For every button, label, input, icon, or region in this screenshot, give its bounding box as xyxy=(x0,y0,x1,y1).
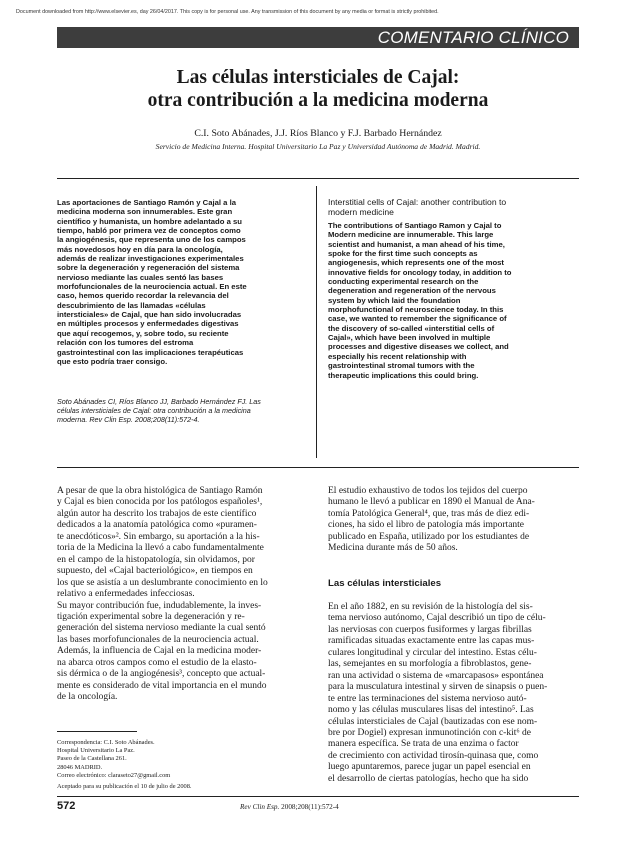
body-line: tema nervioso autónomo, Cajal describió un tipo de célu- xyxy=(328,613,546,624)
citation-line: Soto Abánades CI, Ríos Blanco JJ, Barbado Hernández FJ. Las xyxy=(57,397,261,406)
body-line: células intersticiales de Cajal (bautizadas con ese nom- xyxy=(328,716,538,727)
abstract-line: especially his recent relationship with xyxy=(328,351,467,361)
body-line: los que se asistía a un deslumbrante conocimiento en lo xyxy=(57,577,268,588)
abstract-line: sobre la degeneración y regeneración del sistema xyxy=(57,263,240,273)
body-line: manera específica. Se trata de una enzima o factor xyxy=(328,739,519,750)
abstract-divider xyxy=(316,186,317,458)
body-line: te anecdóticos»². Sin embargo, su aportación a la his- xyxy=(57,531,260,542)
affiliation: Servicio de Medicina Interna. Hospital Universitario La Paz y Universidad Autónoma de Madrid. Madrid. xyxy=(155,142,481,151)
abstract-line: degeneration and regeneration of the nervous xyxy=(328,286,496,296)
body-line: Además, la influencia de Cajal en la medicina moder- xyxy=(57,646,262,657)
body-line: A pesar de que la obra histológica de Santiago Ramón xyxy=(57,486,263,496)
body-line: nomo y las células musculares lisas del intestino⁵. Las xyxy=(328,705,534,716)
body-line: de la oncología. xyxy=(57,692,118,703)
body-line: ciones, ha sido el libro de patología más importante xyxy=(328,520,525,531)
body-line: Su mayor contribución fue, indudablemente, la inves- xyxy=(57,600,262,611)
divider-top xyxy=(57,178,579,179)
abstract-line: system by which laid the foundation xyxy=(328,295,461,305)
abstract-line: Cajal», which have been involved in multiple xyxy=(328,333,491,343)
abstract-line: la angiogénesis, que representa uno de los campos xyxy=(57,235,246,245)
body-line: Medicina durante más de 50 años. xyxy=(328,543,458,554)
section-banner: COMENTARIO CLÍNICO xyxy=(57,27,579,48)
journal-issue: 2008;208(11):572-4 xyxy=(281,803,339,811)
body-line: humano le llevó a publicar en 1890 el Manual de Ana- xyxy=(328,497,535,508)
abstract-line: intersticiales» de Cajal, que han sido involucradas xyxy=(57,310,242,320)
correspondence-line: Correo electrónico: claraseto27@gmail.com xyxy=(57,771,171,779)
abstract-line: the discovery of so-called «interstitial cells of xyxy=(328,323,495,333)
citation-line: moderna. Rev Clin Esp. 2008;208(11):572-4. xyxy=(57,415,200,424)
title-line: Las células intersticiales de Cajal: xyxy=(176,67,460,88)
abstract-line: gastrointestinal stromal tumors with the xyxy=(328,361,475,371)
body-line: na abarca otros campos como el estudio de la elasto- xyxy=(57,657,257,668)
body-line: el desarrollo de ciertas patologías, hecho que ha sido xyxy=(328,773,529,784)
body-line: las nerviosas con cuerpos fusiformes y largas fibrillas xyxy=(328,624,532,635)
title-line: Interstitial cells of Cajal: another contribution to xyxy=(328,197,507,207)
divider-middle xyxy=(57,467,579,468)
abstract-line: angiogenesis, which represents one of the most xyxy=(328,258,504,268)
accepted-date: Aceptado para su publicación el 10 de julio de 2008. xyxy=(57,783,192,790)
body-line: y Cajal es bien conocida por los patólogos españoles¹, xyxy=(57,497,263,508)
download-notice: Document downloaded from http://www.elsevier.es, day 26/04/2017. This copy is for personal use. Any transmission of this document by any media or format is strictly prohibited. xyxy=(16,9,439,15)
abstract-line: nervioso mediante las cuales sentó las bases xyxy=(57,272,224,282)
abstract-spanish xyxy=(57,198,305,366)
abstract-line: case, we wanted to remember the significance of xyxy=(328,314,507,324)
abstract-line: The contributions of Santiago Ramon y Cajal to xyxy=(328,221,502,230)
abstract-line: más novedosos hoy en día para la oncología, xyxy=(57,244,223,254)
body-column-right-top xyxy=(328,486,578,555)
abstract-line: descubrimiento de las llamadas «células xyxy=(57,300,206,310)
body-line: te entre las terminaciones del sistema nervioso autó- xyxy=(328,693,527,704)
abstract-line: therapeutic implications this could bring. xyxy=(328,370,479,380)
footnote-divider xyxy=(57,731,137,732)
article-title xyxy=(57,66,579,112)
divider-bottom xyxy=(57,796,579,797)
body-line: dedicados a la anatomía patológica como «puramen- xyxy=(57,520,257,531)
citation-line: células intersticiales de Cajal: otra contribución a la medicina xyxy=(57,406,251,415)
correspondence-line: Correspondencia: C.I. Soto Abánades. xyxy=(57,739,155,746)
title-line: otra contribución a la medicina moderna xyxy=(147,90,489,111)
abstract-english xyxy=(328,221,580,380)
abstract-line: que esto podría traer consigo. xyxy=(57,356,168,366)
abstract-line: gastrointestinal con las implicaciones terapéuticas xyxy=(57,347,244,357)
abstract-line: caso, hemos querido recordar la relevancia del xyxy=(57,291,229,301)
body-line: sis dérmica o de la angiogénesis³, concepto que actual- xyxy=(57,669,266,680)
abstract-line: morfofuncionales de la neurociencia actual. En este xyxy=(57,282,247,292)
body-line: luego apuntaremos, parece jugar un papel esencial en xyxy=(328,762,531,773)
abstract-line: tiempo, habló por primera vez de conceptos como xyxy=(57,226,241,236)
correspondence-line: Hospital Universitario La Paz. xyxy=(57,747,135,755)
correspondence-line: Paseo de la Castellana 261. xyxy=(57,755,127,763)
authors: C.I. Soto Abánades, J.J. Ríos Blanco y F.J. Barbado Hernández xyxy=(194,128,442,139)
journal-reference xyxy=(240,803,339,811)
body-line: mente es considerado de vital importancia en el mundo xyxy=(57,680,267,691)
body-line: para la musculatura intestinal y sirven de sinapsis o puen- xyxy=(328,682,548,693)
body-line: El estudio exhaustivo de todos los tejidos del cuerpo xyxy=(328,486,528,496)
body-line: tomía Patológica General⁴, que, tras más de diez edi- xyxy=(328,508,530,519)
correspondence xyxy=(57,739,307,780)
body-line: toria de la Medicina la llevó a cabo fundamentalmente xyxy=(57,543,264,554)
body-line: ran una actividad o sistema de «marcapasos» espontánea xyxy=(328,670,544,681)
abstract-line: processes and digestive diseases we collect, and xyxy=(328,342,509,352)
abstract-line: en múltiples procesos y enfermedades digestivas xyxy=(57,319,239,329)
body-line: algún autor ha descrito los trabajos de este científico xyxy=(57,508,257,519)
abstract-line: medicina moderna son innumerables. Este gran xyxy=(57,207,233,217)
abstract-line: que aquí recogemos, y, sobre todo, su reciente xyxy=(57,328,229,338)
abstract-line: innovative fields for oncology today, in addition to xyxy=(328,267,512,277)
abstract-english-title xyxy=(328,197,578,217)
body-line: publicado en España, utilizado por los estudiantes de xyxy=(328,531,530,542)
body-line: culares longitudinal y circular del intestino. Estas célu- xyxy=(328,647,537,658)
body-line: bre por Dogiel) expresan inmunotinción con c-kit⁶ de xyxy=(328,727,532,738)
correspondence-line: 28046 MADRID. xyxy=(57,763,103,771)
body-line: generación del sistema nervioso mediante la cual sentó xyxy=(57,623,266,634)
body-line: relativo a enfermedades infecciosas. xyxy=(57,589,195,600)
body-line: las, semejantes en su morfología a fibroblastos, gene- xyxy=(328,659,532,670)
page-number: 572 xyxy=(57,800,76,812)
abstract-line: scientist and humanist, a man ahead of his time, xyxy=(328,239,505,249)
body-line: tigación experimental sobre la degeneración y re- xyxy=(57,611,245,622)
body-line: ramificadas situadas exactamente entre las capas mus- xyxy=(328,636,535,647)
abstract-line: además de realizar investigaciones experimentales xyxy=(57,254,244,264)
abstract-line: morphofunctional of neuroscience today. In this xyxy=(328,305,504,315)
abstract-line: científico y humanista, un hombre adelantado a su xyxy=(57,216,242,226)
abstract-line: conducting experimental research on the xyxy=(328,277,479,287)
journal-name: Rev Clin Esp. xyxy=(240,803,280,811)
title-line: modern medicine xyxy=(328,207,394,218)
citation xyxy=(57,397,307,424)
body-line: las bases morfofuncionales de la neurociencia actual. xyxy=(57,634,259,645)
body-line: supuesto, del «Cajal bacteriológico», en tiempos en xyxy=(57,566,253,577)
body-line: de crecimiento con actividad tirosín-quinasa que, como xyxy=(328,750,539,761)
body-column-right-bottom xyxy=(328,602,579,785)
abstract-line: spoke for the first time such concepts as xyxy=(328,249,478,259)
body-column-left xyxy=(57,486,307,704)
body-line: en el campo de la histopatología, sin olvidamos, por xyxy=(57,554,255,565)
section-heading: Las células intersticiales xyxy=(328,578,442,589)
abstract-line: Modern medicine are innumerable. This large xyxy=(328,230,494,240)
abstract-line: Las aportaciones de Santiago Ramón y Cajal a la xyxy=(57,198,237,207)
body-line: En el año 1882, en su revisión de la histología del sis- xyxy=(328,602,533,612)
abstract-line: relación con los tumores del estroma xyxy=(57,338,194,348)
